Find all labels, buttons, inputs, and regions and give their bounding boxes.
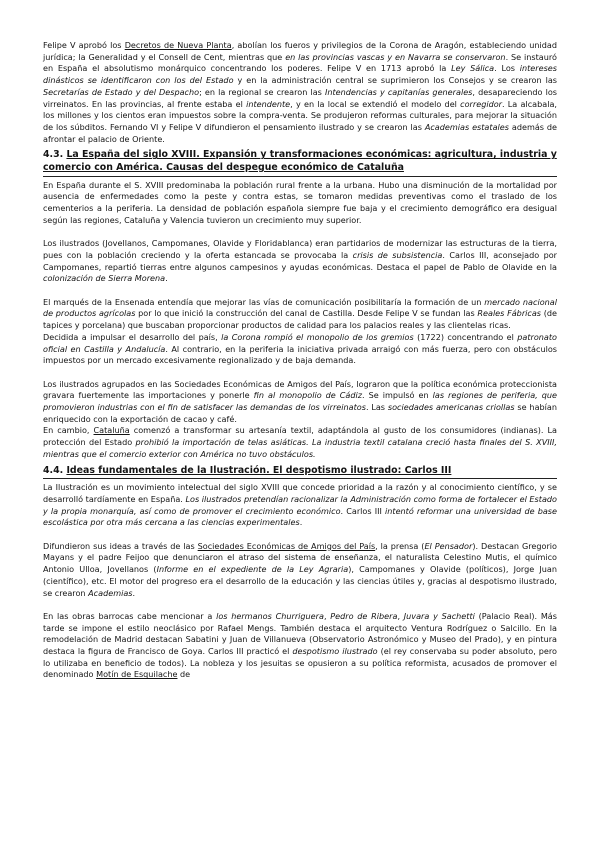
text-run: .: [132, 587, 136, 598]
text-run: (de tapices y porcelana) que buscaban proporcionar productos de calidad para los palacios reales y las clientelas ricas.: [43, 308, 557, 331]
text-run: . Al contrario, en la periferia la iniciativa privada arraigó con más fuerza, pero con obstáculos impuestos por un mercado excesivamente regionalizado y de baja demanda.: [43, 343, 557, 366]
text-run: Pedro de Ribera: [330, 610, 398, 621]
text-run: . La alcabala, los millones y los cientos eran impuestos sobre la compra-venta. Se produjeron reformas culturales, para mejorar la situación de los súbditos. Fernando VI y Felipe V difundieron el pensamiento ilustrado y se crearon las: [43, 98, 557, 132]
text-run: (el rey conservaba su poder absoluto, pero lo utilizaba en beneficio de todos). La nobleza y los jesuitas se opusieron a su política reformista, acusados de promover el denominado: [43, 646, 557, 680]
text-run: (1722) concentrando el: [413, 331, 518, 342]
section-4-3-number: 4.3.: [43, 149, 67, 161]
text-run: ), Campomanes y Olavide (políticos), Jorge Juan (científico), etc. El motor del progreso era el desarrollo de la educación y las ciencias útiles y, gracias al despotismo ilustrado, se crearon: [43, 564, 557, 598]
text-run: Ley Sálica: [451, 63, 495, 74]
text-run: intentó reformar una universidad de base escolástica por otra más cercana a las ciencias experimentales: [43, 505, 557, 528]
text-run: colonización de Sierra Morena: [43, 273, 166, 284]
section-4-4-paragraph-difusion: [43, 541, 557, 600]
text-run: Los ilustrados pretendían racionalizar la Administración como forma de fortalecer el Estado y la propia monarquía, así como de promover el crecimiento económico: [43, 493, 557, 516]
text-run: La Ilustración es un movimiento intelectual del siglo XVIII que concede prioridad a la razón y al conocimiento científico, y se desarrolló tardíamente en España.: [43, 482, 557, 504]
text-run: , desapareciendo los virreinatos. En las provincias, al frente estaba el: [43, 86, 557, 109]
text-run: crisis de subsistencia: [352, 249, 443, 260]
text-run: la Corona rompió el monopolio de los gremios: [221, 331, 414, 342]
text-run: En España durante el S. XVIII predominaba la población rural frente a la urbana. Hubo una disminución de la mortalidad por ausencia de enfermedades como la peste y contra estas, se tomaron medidas preventivas como el traslado de los cementerios a la periferia. La densidad de población española siempre fue baja y el crecimiento demográfico era desigual según las regiones, Cataluña y Valencia tuvieron un crecimiento muy superior.: [43, 179, 557, 225]
text-run: sociedades americanas criollas: [387, 402, 515, 413]
text-run: .: [299, 517, 303, 528]
text-run: . Los: [494, 63, 520, 74]
text-run: Los ilustrados agrupados en las Sociedades Económicas de Amigos del País, lograron que la política económica proteccionista gravara fuertemente las importaciones y ponerle: [43, 378, 557, 401]
text-run: Informe en el expediente de la Ley Agraria: [156, 564, 349, 575]
text-run: prohibió la importación de telas asiáticas. La industria textil catalana creció hasta finales del S. XVIII, mientras que el comercio exterior con América no tuvo obstáculos.: [43, 437, 557, 459]
section-4-4-heading: [43, 465, 557, 480]
section-4-4-paragraph-ilustracion: [43, 482, 557, 529]
text-run: Sociedades Económicas de Amigos del País: [197, 540, 376, 551]
text-run: intereses dinásticos se identificaron con los del Estado: [43, 63, 557, 86]
text-run: ,: [397, 610, 404, 621]
text-run: El marqués de la Ensenada entendía que mejorar las vías de comunicación posibilitaría la formación de un: [43, 296, 485, 307]
text-run: en las provincias vascas y en Navarra se conservaron: [285, 51, 506, 62]
section-4-3-paragraph-agriculture: [43, 238, 557, 285]
section-4-3-title: La España del siglo XVIII. Expansión y transformaciones económicas: agricultura, industria y comercio con América. Causas del despegue económico de Cataluña: [43, 149, 557, 174]
text-run: . Carlos III: [340, 505, 386, 516]
section-4-3-paragraph-gremios: [43, 332, 557, 367]
text-run: .: [165, 273, 168, 284]
text-run: ). Destacan Gregorio Mayans y el padre Feijoo que denunciaron el atraso del sistema de enseñanza, el naturalista Celestino Mutis, el químico Antonio Ulloa, Jovellanos (: [43, 540, 557, 575]
text-run: En cambio,: [43, 425, 94, 436]
text-run: En las obras barrocas cabe mencionar a: [43, 610, 217, 621]
text-run: (Palacio Real). Más tarde se impone el estilo neoclásico por Rafael Mengs. También destaca el arquitecto Ventura Rodríguez o Salcillo. En la remodelación de Madrid destacan Sabatini y Juan de Villanueva (Observatorio Astronómico y Museo del Prado), y en pintura destaca la figura de Francisco de Goya. Carlos III practicó el: [43, 610, 557, 657]
section-4-3-heading: [43, 149, 557, 176]
section-4-4-title: Ideas fundamentales de la Ilustración. El despotismo ilustrado: Carlos III: [66, 464, 452, 476]
text-run: los hermanos Churriguera: [216, 610, 324, 621]
text-run: Intendencias y capitanías generales: [324, 86, 473, 97]
text-run: patronato oficial en Castilla y Andalucía: [43, 331, 557, 354]
text-run: . Se impulsó en: [362, 390, 433, 401]
section-4-3-paragraph-sociedades: [43, 379, 557, 426]
section-4-4-number: 4.4.: [43, 464, 67, 476]
text-run: Cataluña: [93, 425, 130, 436]
text-run: además de afrontar el palacio de Oriente.: [43, 121, 557, 144]
text-run: Academias: [88, 587, 133, 598]
text-run: El Pensador: [424, 540, 473, 551]
text-run: , y en la local se extendió el modelo del: [290, 98, 461, 109]
section-4-4-paragraph-arte: [43, 611, 557, 681]
text-run: Los ilustrados (Jovellanos, Campomanes, Olavide y Floridablanca) eran partidarios de modernizar las estructuras de la tierra, pues con la población creciendo y la oferta estancada se provocaba la: [43, 238, 557, 260]
text-run: . Se instauró en España el absolutismo monárquico concentrando los poderes. Felipe V en 1713 aprobó la: [43, 51, 558, 74]
intro-paragraph: [43, 40, 557, 145]
text-run: despotismo ilustrado: [292, 646, 378, 657]
text-run: Decretos de Nueva Planta: [124, 40, 232, 50]
text-run: de: [177, 669, 191, 680]
text-run: fin al monopolio de Cádiz: [253, 390, 363, 401]
text-run: comenzó a transformar su artesanía textil, adaptándola al gusto de los consumidores (indianas). La protección del Estado: [43, 425, 557, 448]
text-run: se habían enriquecido con la exportación de cacao y café.: [43, 402, 557, 424]
text-run: intendente: [246, 98, 291, 109]
text-run: ; en la regional se crearon las: [199, 86, 325, 97]
section-4-3-paragraph-population: [43, 180, 557, 227]
text-run: Academias estatales: [424, 121, 509, 132]
text-run: . Las: [365, 402, 388, 413]
text-run: y en la administración central se suprimieron los Consejos y se crearon las: [233, 75, 558, 86]
text-run: , la prensa (: [375, 540, 425, 551]
document-page: [43, 40, 557, 681]
section-4-3-paragraph-cataluna: [43, 425, 557, 460]
text-run: Decidida a impulsar el desarrollo del país,: [43, 331, 222, 342]
text-run: Felipe V aprobó los: [43, 40, 125, 50]
text-run: mercado nacional de productos agrícolas: [43, 296, 557, 319]
text-run: Secretarías de Estado y del Despacho: [43, 86, 200, 97]
section-4-3-paragraph-ensenada: [43, 297, 557, 332]
text-run: Motín de Esquilache: [96, 669, 178, 680]
text-run: Juvara y Sachetti: [403, 610, 475, 621]
text-run: . Carlos III, aconsejado por Campomanes, repartió tierras entre algunos campesinos y ayudas económicas. Destaca el papel de Pablo de Olavide en la: [43, 249, 557, 272]
text-run: Reales Fábricas: [477, 308, 542, 319]
text-run: corregidor: [460, 98, 502, 109]
text-run: por lo que inició la construcción del canal de Castilla. Desde Felipe V se fundan las: [135, 308, 478, 319]
text-run: Difundieron sus ideas a través de las: [43, 540, 198, 551]
text-run: las regiones de periferia, que promovieron industrias con el fin de satisfacer las demandas de los virreinatos: [43, 390, 557, 413]
text-run: , abolían los fueros y privilegios de la Corona de Aragón, estableciendo unidad jurídica; la Generalidad y el Consell de Cent, mientras que: [43, 40, 557, 62]
text-run: ,: [323, 610, 331, 621]
